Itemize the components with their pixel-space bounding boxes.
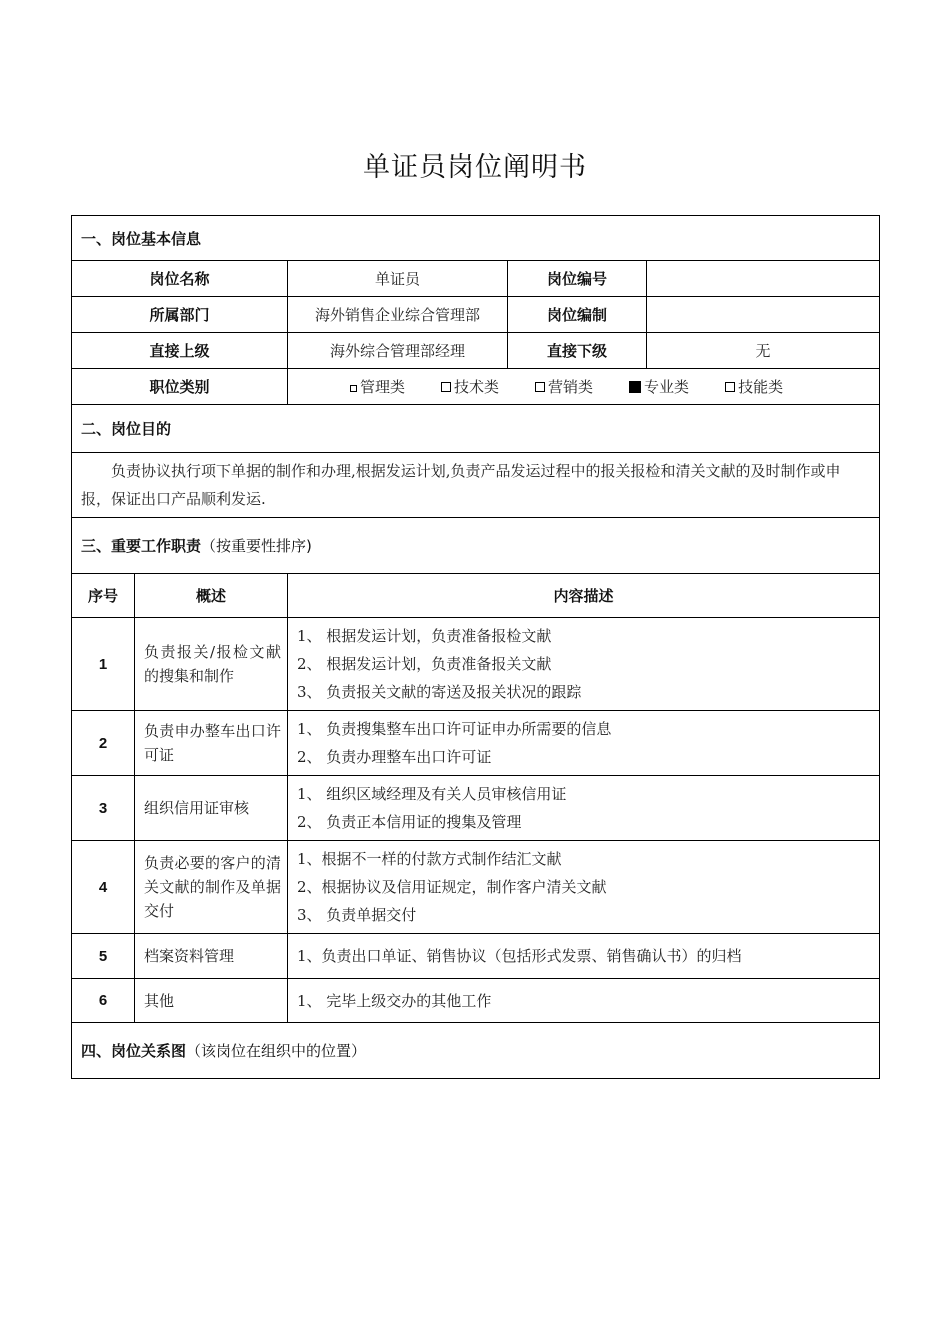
duty-row — [72, 934, 880, 979]
duty-items — [288, 776, 880, 841]
field-label: 岗位编制 — [508, 297, 647, 333]
checkbox-unchecked-icon — [350, 385, 357, 392]
checkbox-unchecked-icon — [725, 382, 735, 392]
info-row — [72, 297, 880, 333]
category-name: 管理类 — [360, 378, 406, 396]
checkbox-unchecked-icon — [535, 382, 545, 392]
duty-item: 2、 负责办理整车出口许可证 — [297, 748, 492, 766]
duty-item: 3、 负责单据交付 — [297, 906, 417, 924]
checkbox-checked-icon — [629, 381, 641, 393]
duty-summary: 负责必要的客户的清关文献的制作及单据交付 — [135, 841, 288, 934]
field-value — [647, 297, 880, 333]
duty-items — [288, 841, 880, 934]
duty-summary: 档案资料管理 — [135, 934, 288, 979]
field-label: 直接上级 — [72, 333, 288, 369]
category-name: 专业类 — [644, 378, 690, 396]
duty-summary: 组织信用证审核 — [135, 776, 288, 841]
duty-item: 1、 根据发运计划，负责准备报检文献 — [297, 627, 552, 645]
duty-item: 1、根据不一样的付款方式制作结汇文献 — [297, 850, 562, 868]
duty-row — [72, 711, 880, 776]
duty-items — [288, 711, 880, 776]
duty-summary: 其他 — [135, 979, 288, 1023]
info-row — [72, 261, 880, 297]
duties-header-row — [72, 574, 880, 618]
category-name: 技术类 — [454, 378, 500, 396]
field-label: 所属部门 — [72, 297, 288, 333]
field-value — [647, 261, 880, 297]
section3-title: 三、重要工作职责 — [81, 537, 202, 555]
section4-header-row — [72, 1023, 880, 1079]
duty-items — [288, 979, 880, 1023]
field-value: 海外综合管理部经理 — [288, 333, 508, 369]
field-value: 单证员 — [288, 261, 508, 297]
category-option[interactable] — [629, 376, 689, 397]
duty-items — [288, 618, 880, 711]
category-option[interactable] — [725, 376, 783, 397]
field-value: 无 — [647, 333, 880, 369]
duty-number: 6 — [72, 979, 135, 1023]
section3-header-row — [72, 518, 880, 574]
duty-number: 1 — [72, 618, 135, 711]
section2-header-row — [72, 405, 880, 453]
category-option[interactable] — [535, 376, 593, 397]
field-label: 岗位编号 — [508, 261, 647, 297]
duty-number: 3 — [72, 776, 135, 841]
duty-item: 1、 组织区域经理及有关人员审核信用证 — [297, 785, 567, 803]
duty-row — [72, 979, 880, 1023]
duty-item: 3、 负责报关文献的寄送及报关状况的跟踪 — [297, 683, 582, 701]
duty-item: 1、 负责搜集整车出口许可证申办所需要的信息 — [297, 720, 612, 738]
category-options — [288, 369, 880, 405]
category-label: 职位类别 — [72, 369, 288, 405]
document-title: 单证员岗位阐明书 — [363, 152, 587, 183]
section3-heading — [72, 518, 880, 574]
category-row — [72, 369, 880, 405]
section4-note: （该岗位在组织中的位置） — [186, 1042, 367, 1060]
section2-heading: 二、岗位目的 — [72, 405, 880, 453]
column-header-summary: 概述 — [135, 574, 288, 618]
category-option[interactable] — [350, 376, 405, 397]
duty-row — [72, 618, 880, 711]
duty-item: 1、 完毕上级交办的其他工作 — [297, 991, 492, 1010]
duty-item: 1、负责出口单证、销售协议（包括形式发票、销售确认书）的归档 — [297, 947, 742, 965]
field-value: 海外销售企业综合管理部 — [288, 297, 508, 333]
category-name: 营销类 — [548, 378, 594, 396]
category-name: 技能类 — [738, 378, 784, 396]
checkbox-unchecked-icon — [441, 382, 451, 392]
duty-item: 2、 负责正本信用证的搜集及管理 — [297, 813, 522, 831]
info-row — [72, 333, 880, 369]
duty-number: 2 — [72, 711, 135, 776]
duty-summary: 负责申办整车出口许可证 — [135, 711, 288, 776]
purpose-row — [72, 453, 880, 518]
section1-heading: 一、岗位基本信息 — [72, 216, 880, 261]
duty-row — [72, 776, 880, 841]
field-label: 岗位名称 — [72, 261, 288, 297]
duty-number: 4 — [72, 841, 135, 934]
column-header-description: 内容描述 — [288, 574, 880, 618]
section4-heading — [72, 1023, 880, 1079]
category-option[interactable] — [441, 376, 499, 397]
purpose-text: 负责协议执行项下单据的制作和办理,根据发运计划,负责产品发运过程中的报关报检和清关文献的及时制作或申报，保证出口产品顺利发运. — [72, 453, 880, 518]
duty-row — [72, 841, 880, 934]
section1-header-row — [72, 216, 880, 261]
section4-title: 四、岗位关系图 — [81, 1042, 187, 1060]
duty-item: 2、 根据发运计划，负责准备报关文献 — [297, 655, 552, 673]
duty-item: 2、根据协议及信用证规定，制作客户清关文献 — [297, 878, 607, 896]
duty-items — [288, 934, 880, 979]
duty-summary: 负责报关/报检文献的搜集和制作 — [135, 618, 288, 711]
field-label: 直接下级 — [508, 333, 647, 369]
column-header-no: 序号 — [72, 574, 135, 618]
duty-number: 5 — [72, 934, 135, 979]
section3-note: （按重要性排序) — [201, 537, 312, 555]
job-description-table — [71, 215, 880, 1079]
